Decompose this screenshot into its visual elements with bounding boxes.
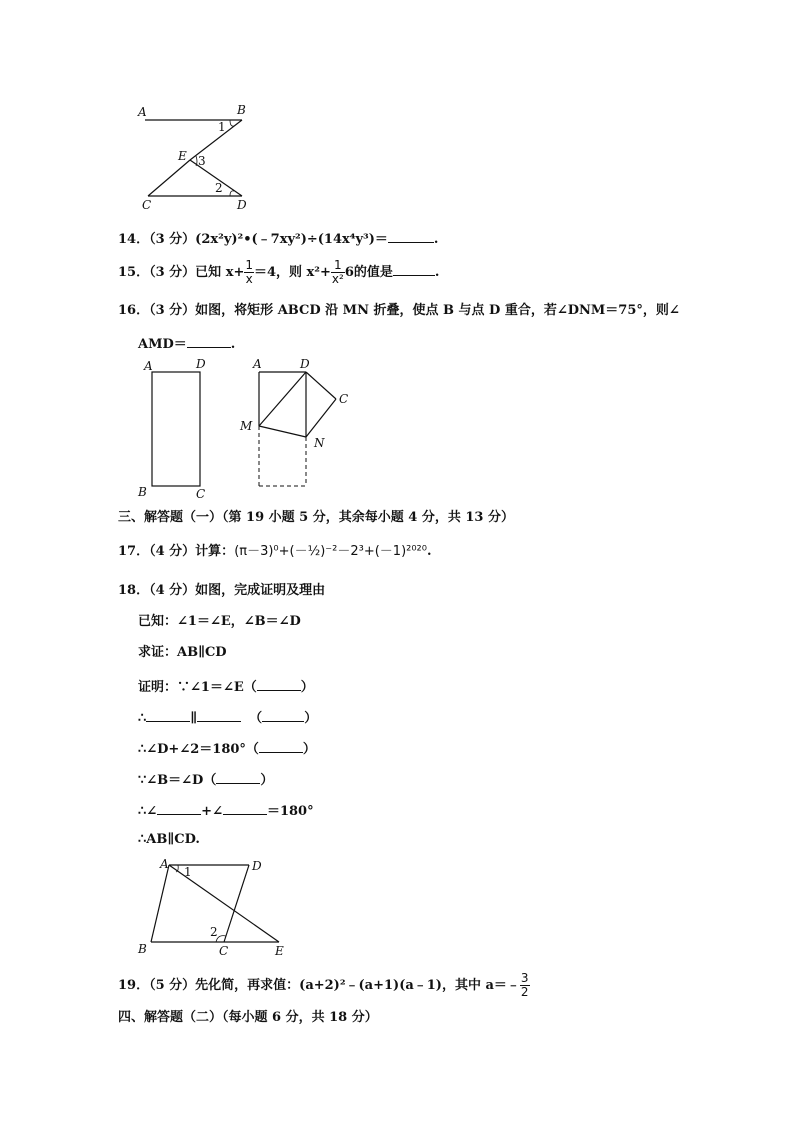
question-label: 计算： xyxy=(195,544,235,559)
reason-blank xyxy=(262,708,304,722)
reason-blank xyxy=(259,739,303,753)
proof-text: ∥ xyxy=(190,711,198,726)
q13-angle-2: 2 xyxy=(215,181,223,195)
q13-figure xyxy=(130,100,260,212)
question-15 xyxy=(118,259,439,286)
question-expression: (2x²y)²•(﹣7xy²)÷(14x⁴y³)＝ xyxy=(195,232,388,247)
question-19 xyxy=(118,972,530,999)
fraction xyxy=(331,259,345,286)
question-14 xyxy=(118,229,438,248)
fraction-numerator: 1 xyxy=(331,259,345,273)
line-blank xyxy=(197,708,241,722)
q16-folded-figure xyxy=(236,355,356,495)
question-number: 19． xyxy=(118,978,150,993)
q16-label-d: D xyxy=(196,357,206,371)
q16-label-c: C xyxy=(196,487,206,501)
question-end: . xyxy=(433,232,439,247)
question-score: （3 分） xyxy=(149,232,196,247)
question-number: 14． xyxy=(118,232,150,247)
q18-proof-step-5 xyxy=(138,801,314,820)
q18-angle-2: 2 xyxy=(210,925,218,939)
fraction xyxy=(244,259,254,286)
proof-text: ＝180° xyxy=(266,804,314,819)
answer-blank xyxy=(388,229,434,243)
proof-close: ） xyxy=(300,680,314,695)
q18-label-d: D xyxy=(252,859,262,873)
q16b-label-a: A xyxy=(253,357,262,371)
q16b-label-d: D xyxy=(300,357,310,371)
reason-blank xyxy=(216,770,260,784)
fraction-denominator: x² xyxy=(331,272,344,286)
question-expression: (π－3)⁰+(－½)⁻²－2³+(－1)²⁰²⁰ xyxy=(234,544,427,559)
q18-proof-step-3 xyxy=(138,739,316,758)
question-score: （4 分） xyxy=(149,544,196,559)
question-score: （4 分） xyxy=(149,583,196,598)
q16b-label-c: C xyxy=(339,392,349,406)
q16-label-a: A xyxy=(144,359,153,373)
line-blank xyxy=(146,708,190,722)
proof-text: （ xyxy=(249,711,263,726)
question-number: 16． xyxy=(118,303,150,318)
question-score: （3 分） xyxy=(149,265,196,280)
q18-given: 已知：∠1＝∠E，∠B＝∠D xyxy=(138,614,301,629)
question-text: ＝4，则 x²+ xyxy=(253,265,331,280)
q16-rectangle-figure xyxy=(132,355,222,503)
question-score: （5 分） xyxy=(149,978,196,993)
q16-label-b: B xyxy=(138,485,147,499)
fraction-numerator: 1 xyxy=(245,258,253,272)
question-16 xyxy=(118,303,680,319)
proof-text: ∴∠ xyxy=(138,804,158,819)
question-number: 15． xyxy=(118,265,150,280)
q16b-label-m: M xyxy=(240,419,253,433)
angle-blank xyxy=(157,801,201,815)
question-number: 18． xyxy=(118,583,150,598)
q18-label-b: B xyxy=(138,942,147,956)
proof-text: +∠ xyxy=(201,804,223,819)
question-text: AMD＝ xyxy=(138,337,187,352)
q16b-label-n: N xyxy=(314,436,325,450)
question-17 xyxy=(118,544,432,560)
question-text: 先化简，再求值：(a+2)²﹣(a+1)(a﹣1)，其中 a＝﹣ xyxy=(195,978,520,993)
proof-text: 证明：∵∠1＝∠E（ xyxy=(138,680,257,695)
question-text: 如图，将矩形 ABCD 沿 MN 折叠，使点 B 与点 D 重合，若∠DNM＝75°，则∠ xyxy=(195,303,680,318)
question-18 xyxy=(118,583,325,599)
q18-proof-step-4 xyxy=(138,770,273,789)
question-end: . xyxy=(427,544,432,559)
q13-angle-3: 3 xyxy=(198,154,206,168)
q13-label-b: B xyxy=(237,103,246,117)
proof-text: ∴∠D+∠2＝180°（ xyxy=(138,742,259,757)
question-16-continued xyxy=(138,334,235,353)
q18-proof-step-2 xyxy=(138,708,317,727)
q18-figure xyxy=(132,852,302,962)
question-text: 6的值是 xyxy=(344,265,393,280)
proof-close: ） xyxy=(260,773,274,788)
question-end: . xyxy=(434,265,440,280)
q13-label-c: C xyxy=(142,198,152,212)
q13-label-a: A xyxy=(138,105,147,119)
fraction xyxy=(520,972,530,999)
q13-label-e: E xyxy=(178,149,187,163)
question-end: . xyxy=(230,337,236,352)
q18-label-a: A xyxy=(160,857,169,871)
proof-text: ∴ xyxy=(138,711,147,726)
angle-blank xyxy=(223,801,267,815)
question-score: （3 分） xyxy=(149,303,196,318)
q13-label-d: D xyxy=(237,198,247,212)
question-number: 17． xyxy=(118,544,150,559)
proof-close: ） xyxy=(302,742,316,757)
q18-prove: 求证：AB∥CD xyxy=(138,645,227,660)
fraction-denominator: 2 xyxy=(520,985,529,999)
proof-close: ） xyxy=(304,711,318,726)
proof-text: ∵∠B＝∠D（ xyxy=(138,773,217,788)
fraction-denominator: x xyxy=(245,272,253,286)
answer-blank xyxy=(393,262,435,276)
q18-angle-1: 1 xyxy=(184,865,192,879)
section-3-heading: 三、解答题（一）（第 19 小题 5 分，其余每小题 4 分，共 13 分） xyxy=(118,510,514,525)
fraction-numerator: 3 xyxy=(520,971,529,985)
q18-proof-step-6: ∴AB∥CD. xyxy=(138,832,200,847)
q18-label-e: E xyxy=(275,944,284,958)
q13-angle-1: 1 xyxy=(218,120,226,134)
section-4-heading: 四、解答题（二）（每小题 6 分，共 18 分） xyxy=(118,1010,378,1025)
answer-blank xyxy=(187,334,231,348)
q18-label-c: C xyxy=(219,944,229,958)
q18-proof-step-1 xyxy=(138,677,314,696)
reason-blank xyxy=(257,677,301,691)
question-text: 已知 x+ xyxy=(195,265,245,280)
question-text: 如图，完成证明及理由 xyxy=(195,583,326,598)
